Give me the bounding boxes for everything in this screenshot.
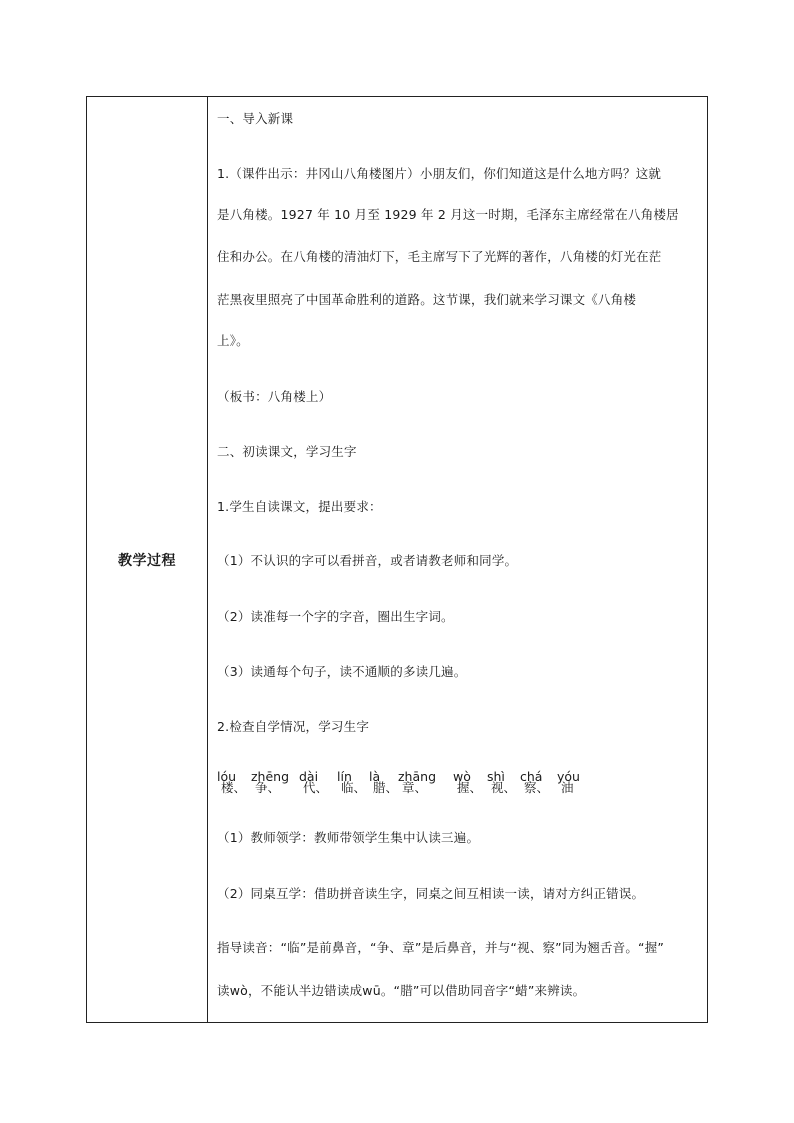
lesson-plan-table [86, 96, 708, 1023]
paragraph-line: 1.学生自读课文，提出要求： [217, 499, 382, 514]
pinyin-char-pair [251, 771, 291, 795]
pinyin-text: wò [453, 769, 471, 784]
pinyin-character-row [217, 771, 597, 807]
section-label: 教学过程 [118, 552, 176, 569]
hanzi-text: 腊、 [373, 780, 399, 795]
pinyin-text: zhēng [251, 769, 290, 784]
paragraph-line: 是八角楼。1927 年 10 月至 1929 年 2 月这一时期，毛泽东主席经常在八角楼居 [217, 207, 679, 222]
paragraph-line: 2.检查自学情况，学习生字 [217, 719, 370, 734]
heading-first-reading: 二、初读课文，学习生字 [217, 444, 357, 459]
pinyin-text: chá [520, 769, 543, 784]
blackboard-note: （板书：八角楼上） [217, 389, 332, 404]
pinyin-char-pair [557, 771, 597, 795]
hanzi-text: 握、 [457, 780, 483, 795]
paragraph-line: 茫黑夜里照亮了中国革命胜利的道路。这节课，我们就来学习课文《八角楼 [217, 292, 637, 307]
activity-item: （1）教师领学：教师带领学生集中认读三遍。 [217, 830, 480, 845]
pinyin-text: là [369, 769, 381, 784]
pinyin-char-pair [398, 771, 438, 795]
activity-item: （2）同桌互学：借助拼音读生字，同桌之间互相读一读，请对方纠正错误。 [217, 886, 645, 901]
requirement-item: （2）读准每一个字的字音，圈出生字词。 [217, 609, 454, 624]
pinyin-text: yóu [557, 769, 580, 784]
paragraph-line: 上》。 [217, 333, 249, 348]
pronunciation-guide-line: 指导读音：“临”是前鼻音，“争、章”是后鼻音，并与“视、察”同为翘舌音。“握” [217, 940, 665, 955]
requirement-item: （3）读通每个句子，读不通顺的多读几遍。 [217, 664, 467, 679]
pronunciation-guide-line: 读wò，不能认半边错读成wū。“腊”可以借助同音字“蜡”来辨读。 [217, 983, 586, 998]
pinyin-char-pair [299, 771, 339, 795]
hanzi-text: 争、 [255, 780, 281, 795]
pinyin-text: lóu [217, 769, 237, 784]
hanzi-text: 代、 [303, 780, 329, 795]
pinyin-char-pair [520, 771, 560, 795]
hanzi-text: 章、 [402, 780, 428, 795]
pinyin-text: dài [299, 769, 319, 784]
section-label-cell [87, 97, 208, 1022]
hanzi-text: 察、 [524, 780, 550, 795]
paragraph-line: 住和办公。在八角楼的清油灯下，毛主席写下了光辉的著作，八角楼的灯光在茫 [217, 249, 662, 264]
hanzi-text: 视、 [491, 780, 517, 795]
hanzi-text: 楼、 [221, 780, 247, 795]
hanzi-text: 临、 [341, 780, 367, 795]
pinyin-text: shì [487, 769, 505, 784]
pinyin-text: lín [337, 769, 352, 784]
heading-intro: 一、导入新课 [217, 111, 294, 126]
pinyin-text: zhāng [398, 769, 437, 784]
section-content-cell [208, 97, 707, 1022]
paragraph-line: 1.（课件出示：井冈山八角楼图片）小朋友们，你们知道这是什么地方吗？这就 [217, 166, 662, 181]
requirement-item: （1）不认识的字可以看拼音，或者请教老师和同学。 [217, 553, 518, 568]
hanzi-text: 油 [561, 780, 574, 795]
